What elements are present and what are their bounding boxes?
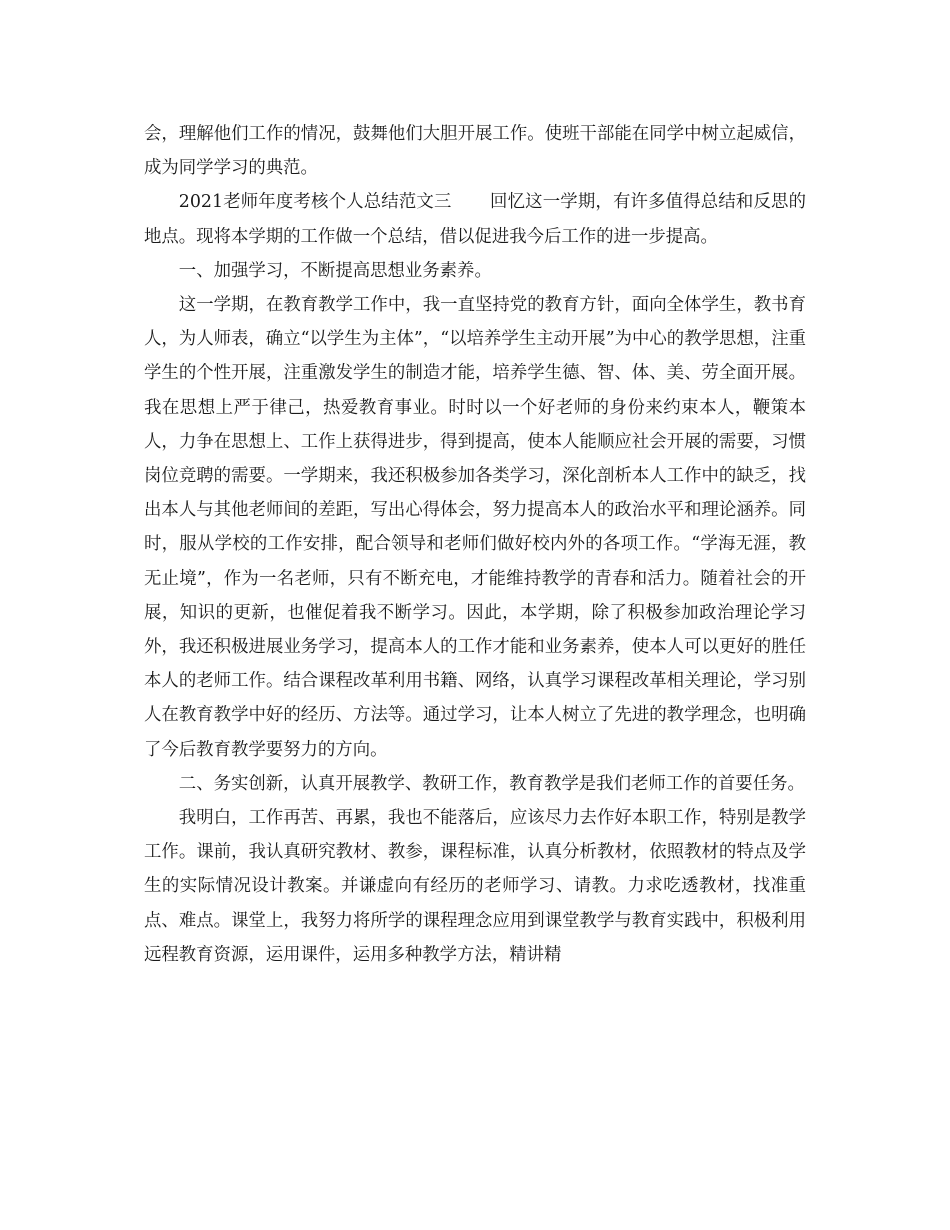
paragraph-teaching: 我明白，工作再苦、再累，我也不能落后，应该尽力去作好本职工作，特别是教学工作。课前，我认真研究教材、教参，课程标准，认真分析教材，依照教材的特点及学生的实际情况设计教案。并谦虚向有经历的老师学习、请教。力求吃透教材，找准重点、难点。课堂上，我努力将所学的课程理念应用到课堂教学与教育实践中，积极利用远程教育资源，运用课件，运用多种教学方法，精讲精 [144,808,806,965]
paragraph-study: 这一学期，在教育教学工作中，我一直坚持党的教育方针，面向全体学生，教书育人，为人师表，确立“以学生为主体”，“以培养学生主动开展”为中心的教学思想，注重学生的个性开展，注重激发学生的制造才能，培养学生德、智、体、美、劳全面开展。我在思想上严于律己，热爱教育事业。时时以一个好老师的身份来约束本人，鞭策本人，力争在思想上、工作上获得进步，得到提高，使本人能顺应社会开展的需要，习惯岗位竞聘的需要。一学期来，我还积极参加各类学习，深化剖析本人工作中的缺乏，找出本人与其他老师间的差距，写出心得体会，努力提高本人的政治水平和理论涵养。同时，服从学校的工作安排，配合领导和老师们做好校内外的各项工作。“学海无涯，教无止境”，作为一名老师，只有不断充电，才能维持教学的青春和活力。随着社会的开展，知识的更新，也催促着我不断学习。因此，本学期，除了积极参加政治理论学习外，我还积极进展业务学习，提高本人的工作才能和业务素养，使本人可以更好的胜任本人的老师工作。结合课程改革利用书籍、网络，认真学习课程改革相关理论，学习别人在教育教学中好的经历、方法等。通过学习，让本人树立了先进的教学理念，也明确了今后教育教学要努力的方向。 [144,295,806,760]
heading-two: 二、务实创新，认真开展教学、教研工作，教育教学是我们老师工作的首要任务。 [178,773,805,794]
heading-one: 一、加强学习，不断提高思想业务素养。 [178,260,492,281]
document-body [144,117,806,972]
section-title: 2021老师年度考核个人总结范文三 [178,192,452,213]
intro-text: 回忆这一学期，有许多值得总结和反思的地点。现将本学期的工作做一个总结，借以促进我今后工作的进一步提高。 [144,192,806,247]
paragraph-summary-intro [144,185,806,253]
paragraph-continuation: 会，理解他们工作的情况，鼓舞他们大胆开展工作。使班干部能在同学中树立起威信，成为同学学习的典范。 [144,124,806,179]
